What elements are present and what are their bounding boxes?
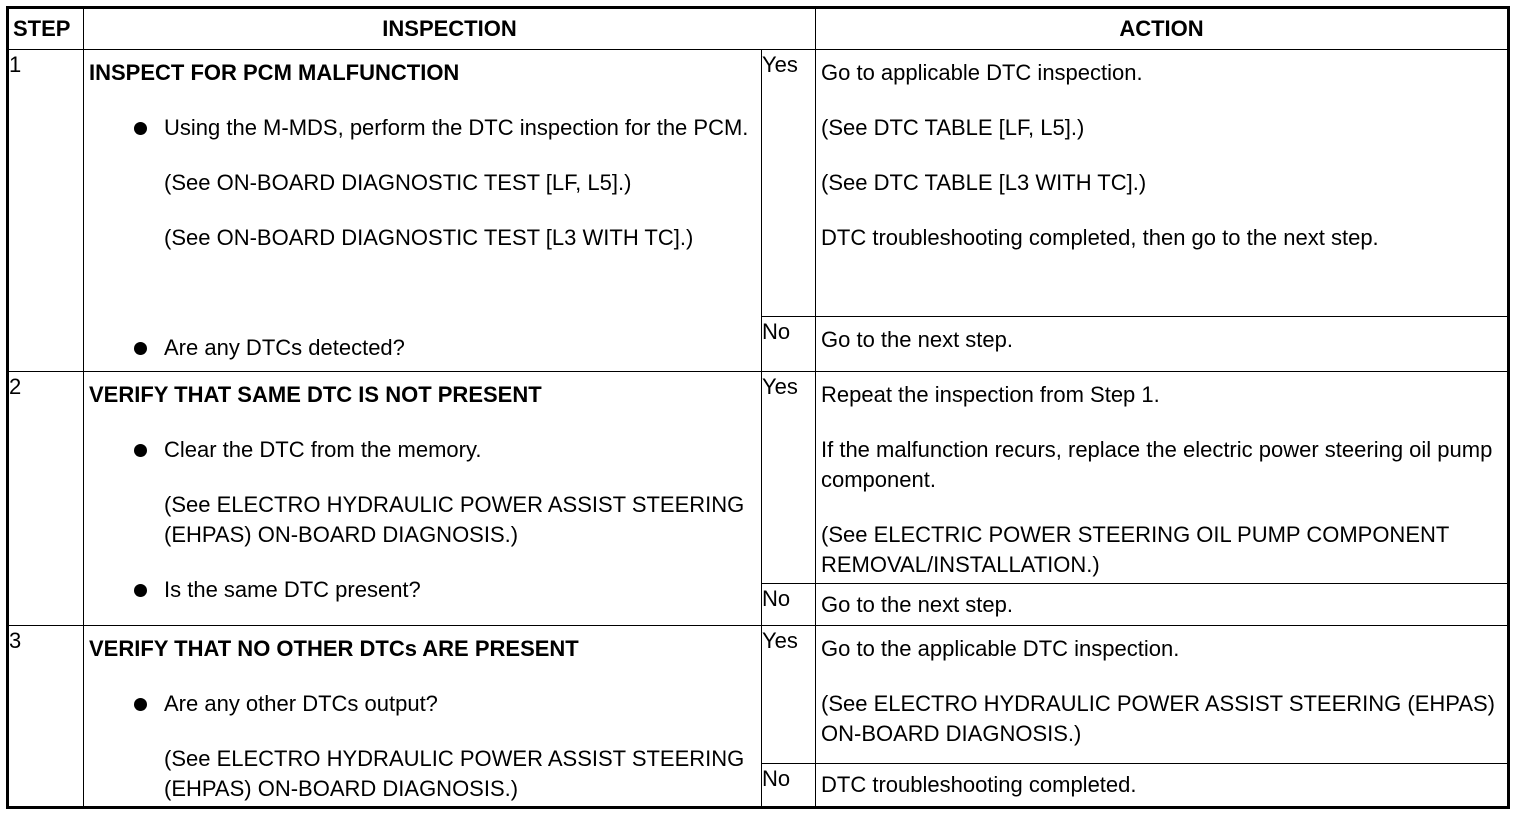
yes-label: Yes xyxy=(762,626,816,764)
action-text: If the malfunction recurs, replace the electric power steering oil pump component. xyxy=(821,437,1493,492)
bullet-item xyxy=(89,333,755,363)
action-text: (See ELECTRO HYDRAULIC POWER ASSIST STEERING (EHPAS) ON-BOARD DIAGNOSIS.) xyxy=(821,691,1495,746)
bullet-dot-icon xyxy=(134,698,147,711)
action-text: Go to the applicable DTC inspection. xyxy=(821,636,1180,661)
header-inspection: INSPECTION xyxy=(84,8,816,50)
step-3-inspection xyxy=(84,626,762,808)
bullet-item xyxy=(89,689,755,719)
step-number: 2 xyxy=(8,372,84,626)
bullet-item xyxy=(89,435,755,465)
yes-action-cell xyxy=(816,626,1509,764)
bullet-dot-icon xyxy=(134,444,147,457)
action-text: Go to the next step. xyxy=(821,327,1014,352)
step-1-yes-row xyxy=(8,50,1509,317)
header-action: ACTION xyxy=(816,8,1509,50)
step-title: INSPECT FOR PCM MALFUNCTION xyxy=(89,60,460,85)
no-action-cell xyxy=(816,584,1509,626)
step-number: 1 xyxy=(8,50,84,372)
action-text: (See ELECTRIC POWER STEERING OIL PUMP COMPONENT REMOVAL/INSTALLATION.) xyxy=(821,522,1449,577)
no-action-cell xyxy=(816,764,1509,808)
yes-action-cell xyxy=(816,50,1509,317)
diagnostic-table xyxy=(6,6,1510,809)
reference-link: (See ON-BOARD DIAGNOSTIC TEST [L3 WITH TC].) xyxy=(164,225,694,250)
bullet-text: Using the M-MDS, perform the DTC inspection for the PCM. xyxy=(164,115,749,140)
bullet-item xyxy=(89,113,755,143)
header-step: STEP xyxy=(8,8,84,50)
diagnostic-procedure-page xyxy=(6,6,1507,808)
action-text: Go to the next step. xyxy=(821,592,1014,617)
action-text: (See DTC TABLE [LF, L5].) xyxy=(821,115,1085,140)
reference-link: (See ELECTRO HYDRAULIC POWER ASSIST STEERING (EHPAS) ON-BOARD DIAGNOSIS.) xyxy=(164,492,745,547)
bullet-dot-icon xyxy=(134,584,147,597)
step-number: 3 xyxy=(8,626,84,808)
action-text: DTC troubleshooting completed. xyxy=(821,772,1137,797)
bullet-item xyxy=(89,575,755,605)
action-text: Repeat the inspection from Step 1. xyxy=(821,382,1160,407)
no-action-cell xyxy=(816,317,1509,372)
step-1-inspection xyxy=(84,50,762,372)
yes-action-cell xyxy=(816,372,1509,584)
no-label: No xyxy=(762,317,816,372)
bullet-text: Are any DTCs detected? xyxy=(164,335,405,360)
reference-link: (See ON-BOARD DIAGNOSTIC TEST [LF, L5].) xyxy=(164,170,632,195)
step-3-yes-row xyxy=(8,626,1509,764)
yes-label: Yes xyxy=(762,50,816,317)
no-label: No xyxy=(762,584,816,626)
bullet-question-wrap xyxy=(84,325,761,363)
step-2-inspection xyxy=(84,372,762,626)
no-label: No xyxy=(762,764,816,808)
header-row xyxy=(8,8,1509,50)
bullet-text: Clear the DTC from the memory. xyxy=(164,437,482,462)
yes-label: Yes xyxy=(762,372,816,584)
bullet-text: Is the same DTC present? xyxy=(164,577,421,602)
step-title: VERIFY THAT SAME DTC IS NOT PRESENT xyxy=(89,382,542,407)
step-title: VERIFY THAT NO OTHER DTCs ARE PRESENT xyxy=(89,636,579,661)
action-text: (See DTC TABLE [L3 WITH TC].) xyxy=(821,170,1147,195)
bullet-dot-icon xyxy=(134,122,147,135)
action-text: DTC troubleshooting completed, then go to the next step. xyxy=(821,225,1379,250)
action-text: Go to applicable DTC inspection. xyxy=(821,60,1143,85)
bullet-dot-icon xyxy=(134,342,147,355)
bullet-text: Are any other DTCs output? xyxy=(164,691,438,716)
step-2-yes-row xyxy=(8,372,1509,584)
reference-link: (See ELECTRO HYDRAULIC POWER ASSIST STEERING (EHPAS) ON-BOARD DIAGNOSIS.) xyxy=(164,746,745,801)
